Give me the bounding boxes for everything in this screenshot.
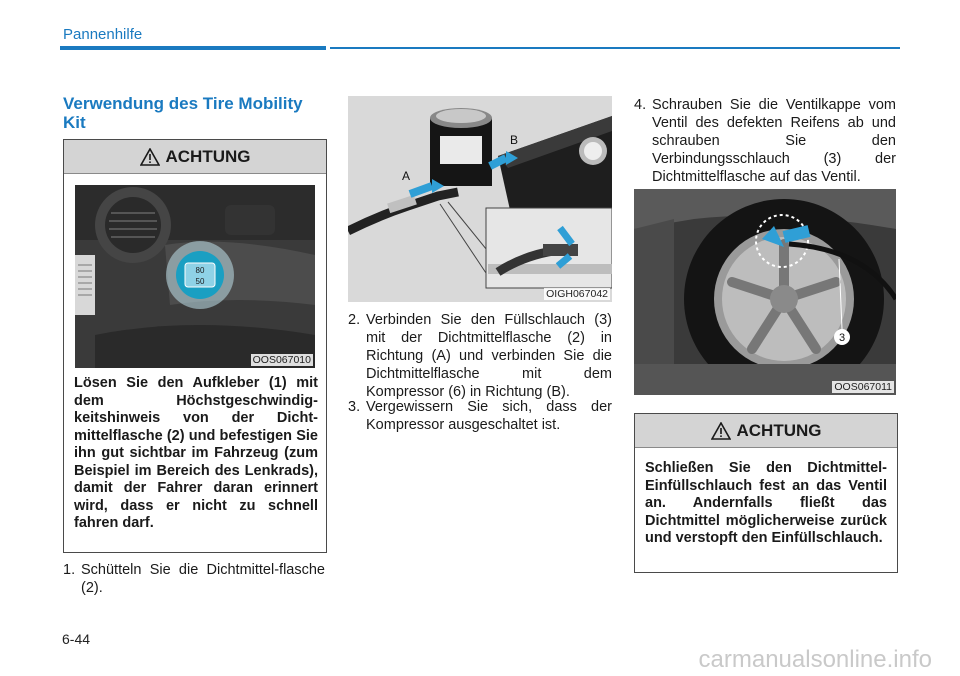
- warning-triangle-icon: [140, 148, 160, 166]
- warning-title-left: ACHTUNG: [165, 146, 251, 166]
- page-heading: Verwendung des Tire Mobility Kit: [63, 94, 303, 132]
- warning-header-left: [64, 140, 326, 174]
- figure-code-left: OOS067010: [252, 354, 311, 366]
- step-4: [634, 96, 896, 186]
- label-value-80: 80: [195, 266, 205, 275]
- compressor-figure: [348, 96, 612, 302]
- warning-box-right: [634, 413, 898, 573]
- step-number: 2.: [348, 312, 361, 328]
- step-text: Schrauben Sie die Ventilkappe vom Ventil des defekten Reifens ab und schrauben Sie den Verbindungsschlauch (3) der Dichtmittelflasche auf das Ventil.: [652, 97, 896, 185]
- figure-code-right: OOS067011: [834, 381, 892, 393]
- step-text: Vergewissern Sie sich, dass der Kompressor ausgeschaltet ist.: [366, 399, 612, 433]
- header-rule-light: [330, 47, 900, 49]
- warning-text-right: Schließen Sie den Dichtmittel-Einfüllschlauch fest an das Ventil an. Andernfalls fließt das Dichtmittel möglicherweise zurück und verstopft den Einfüllschlauch.: [645, 460, 887, 546]
- step-text: Verbinden Sie den Füllschlauch (3) mit der Dichtmittelflasche (2) in Richtung (A) und verbinden Sie die Dichtmittelflasche mit dem Kompressor (6) in Richtung (B).: [366, 312, 612, 400]
- label-value-50: 50: [195, 277, 205, 286]
- watermark: carmanualsonline.info: [698, 646, 932, 673]
- step-text: Schütteln Sie die Dichtmittel-flasche (2).: [81, 562, 325, 596]
- warning-box-left: [63, 139, 327, 553]
- warning-title-right: ACHTUNG: [736, 420, 822, 440]
- step-number: 3.: [348, 399, 361, 415]
- dashboard-figure: [75, 185, 315, 368]
- warning-text-left: Lösen Sie den Aufkleber (1) mit dem Höchstgeschwindig-keitshinweis von der Dicht-mittelflasche (2) und befestigen Sie ihn gut sichtbar im Fahrzeug (zum Beispiel im Bereich des Lenkrads), damit der Fahrer daran erinnert wird, dass er nicht zu schnell fahren darf.: [74, 375, 318, 531]
- step-1: [63, 561, 325, 597]
- step-3: [348, 398, 612, 434]
- callout-3: 3: [838, 332, 846, 344]
- wheel-figure: [634, 189, 896, 395]
- step-2: [348, 311, 612, 401]
- label-a: A: [402, 169, 411, 183]
- section-title: Pannenhilfe: [63, 26, 143, 43]
- step-number: 4.: [634, 97, 647, 113]
- compressor-illustration: [348, 96, 612, 302]
- label-b: B: [510, 133, 519, 147]
- header-rule-dark: [60, 46, 326, 50]
- warning-triangle-icon: [711, 422, 731, 440]
- page-number: 6-44: [62, 631, 91, 647]
- dashboard-illustration: [75, 185, 315, 368]
- wheel-illustration: [634, 189, 896, 395]
- warning-header-right: [635, 414, 897, 448]
- figure-code-middle: OIGH067042: [546, 288, 608, 300]
- step-number: 1.: [63, 562, 76, 578]
